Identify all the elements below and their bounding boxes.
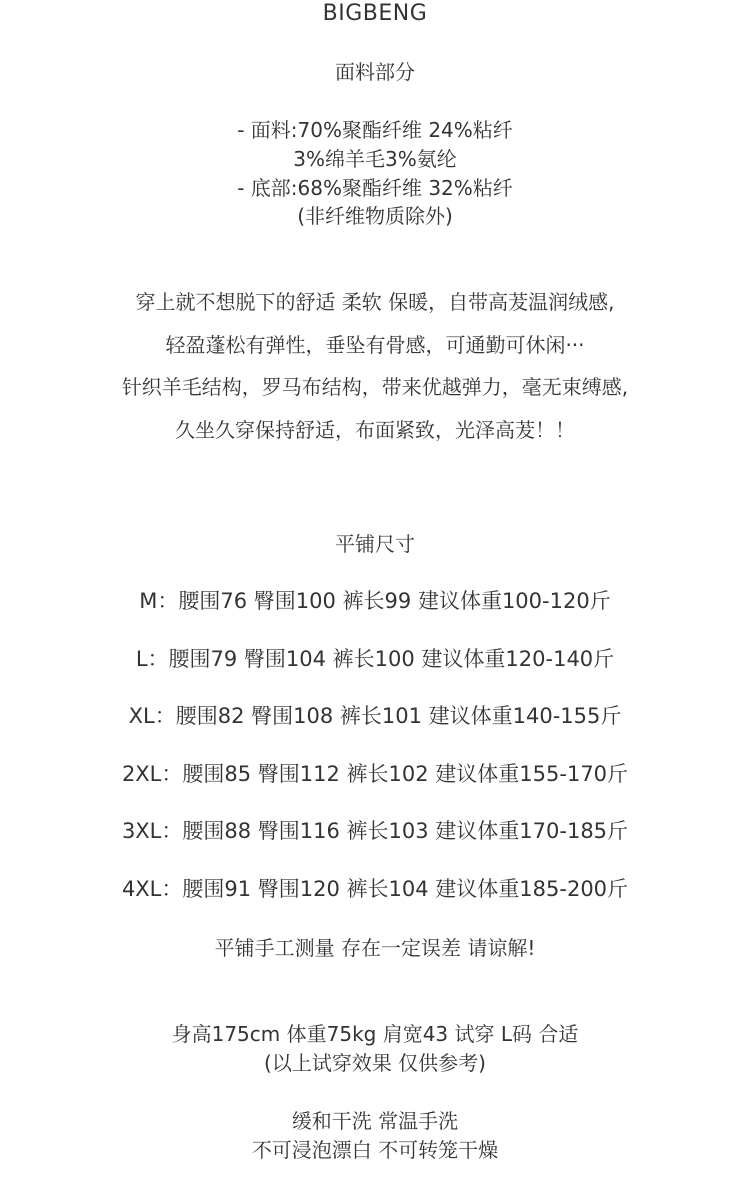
measurement-note: 平铺手工测量 存在一定误差 请谅解! <box>214 936 536 960</box>
description-line-3: 针织羊毛结构，罗马布结构，带来优越弹力，毫无束缚感, <box>121 375 629 399</box>
fabric-line-3: - 底部:68%聚酯纤维 32%粘纤 <box>237 176 513 200</box>
model-info-line-1: 身高175cm 体重75kg 肩宽43 试穿 L码 合适 <box>171 1022 579 1046</box>
size-row-m: M：腰围76 臀围100 裤长99 建议体重100-120斤 <box>139 589 611 613</box>
size-section-title: 平铺尺寸 <box>335 532 415 556</box>
care-line-1: 缓和干洗 常温手洗 <box>291 1109 459 1133</box>
size-row-4xl: 4XL：腰围91 臀围120 裤长104 建议体重185-200斤 <box>121 877 629 901</box>
description-line-4: 久坐久穿保持舒适，布面紧致，光泽高茇！！ <box>175 418 575 442</box>
fabric-line-1: - 面料:70%聚酯纤维 24%粘纤 <box>237 118 513 142</box>
brand-name: BIGBENG <box>322 1 428 26</box>
fabric-line-4: (非纤维物质除外) <box>297 204 453 228</box>
care-line-2: 不可浸泡漂白 不可转笼干燥 <box>251 1138 499 1162</box>
description-line-1: 穿上就不想脱下的舒适 柔软 保暖，自带高茇温润绒感, <box>135 290 615 314</box>
fabric-line-2: 3%绵羊毛3%氨纶 <box>293 147 457 171</box>
size-row-l: L：腰围79 臀围104 裤长100 建议体重120-140斤 <box>135 647 615 671</box>
fabric-section-title: 面料部分 <box>335 60 415 84</box>
size-row-xl: XL：腰围82 臀围108 裤长101 建议体重140-155斤 <box>128 704 622 728</box>
model-info-line-2: (以上试穿效果 仅供参考) <box>264 1051 486 1075</box>
description-line-2: 轻盈蓬松有弹性，垂坠有骨感，可通勤可休闲··· <box>165 333 585 357</box>
size-row-3xl: 3XL：腰围88 臀围116 裤长103 建议体重170-185斤 <box>121 819 629 843</box>
size-row-2xl: 2XL：腰围85 臀围112 裤长102 建议体重155-170斤 <box>121 762 629 786</box>
